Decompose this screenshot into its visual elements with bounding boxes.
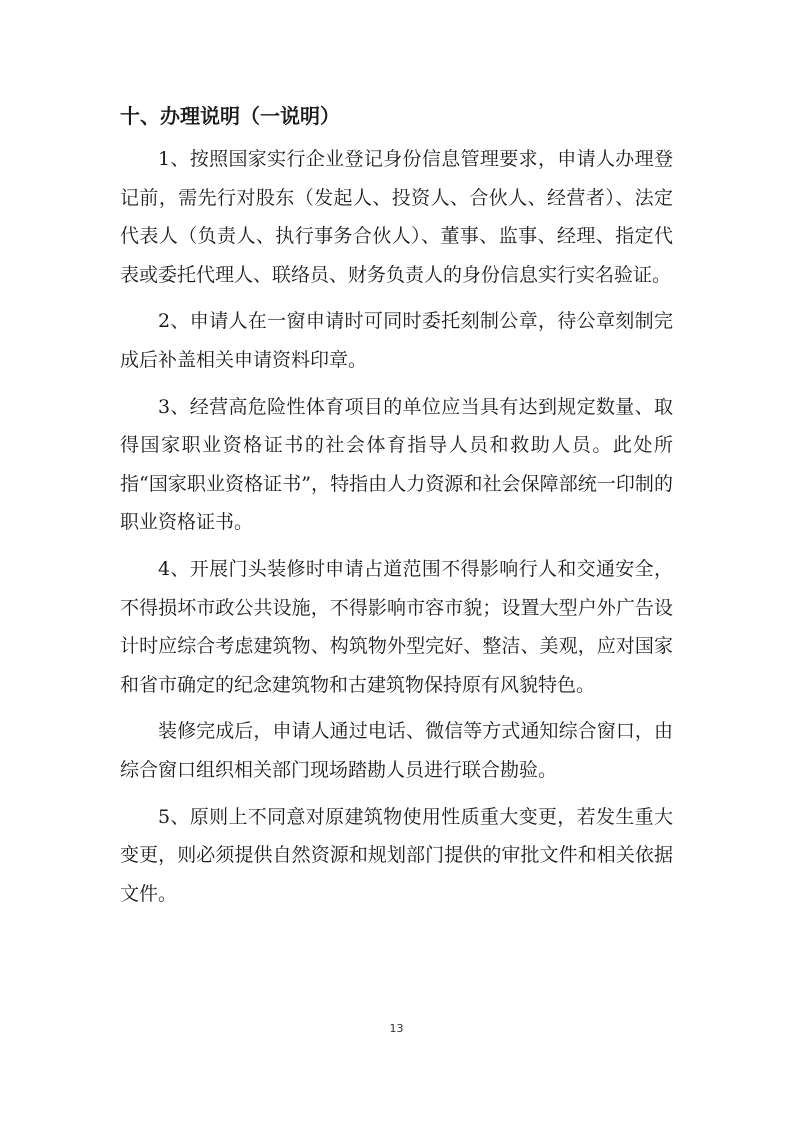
paragraph-item-1: 1、按照国家实行企业登记身份信息管理要求，申请人办理登记前，需先行对股东（发起人、投资人、合伙人、经营者）、法定代表人（负责人、执行事务合伙人）、董事、监事、经理、指定代表或委托代理人、联络员、财务负责人的身份信息实行实名验证。 xyxy=(120,148,673,286)
section-heading: 十、办理说明（一说明） xyxy=(120,104,340,128)
paragraph-item-2: 2、申请人在一窗申请时可同时委托刻制公章，待公章刻制完成后补盖相关申请资料印章。 xyxy=(120,310,673,371)
paragraph-item-5: 5、原则上不同意对原建筑物使用性质重大变更，若发生重大变更，则必须提供自然资源和规划部门提供的审批文件和相关依据文件。 xyxy=(120,805,673,905)
body-text xyxy=(120,140,673,921)
page-number: 13 xyxy=(389,1022,404,1035)
paragraph-item-4-continuation: 装修完成后，申请人通过电话、微信等方式通知综合窗口，由综合窗口组织相关部门现场踏勘人员进行联合勘验。 xyxy=(120,720,673,781)
paragraph-item-3: 3、经营高危险性体育项目的单位应当具有达到规定数量、取得国家职业资格证书的社会体育指导人员和救助人员。此处所指“国家职业资格证书”，特指由人力资源和社会保障部统一印制的职业资格证书。 xyxy=(120,395,673,534)
paragraph-item-4: 4、开展门头装修时申请占道范围不得影响行人和交通安全，不得损坏市政公共设施，不得影响市容市貌；设置大型户外广告设计时应综合考虑建筑物、构筑物外型完好、整洁、美观，应对国家和省市确定的纪念建筑物和古建筑物保持原有风貌特色。 xyxy=(120,557,673,696)
